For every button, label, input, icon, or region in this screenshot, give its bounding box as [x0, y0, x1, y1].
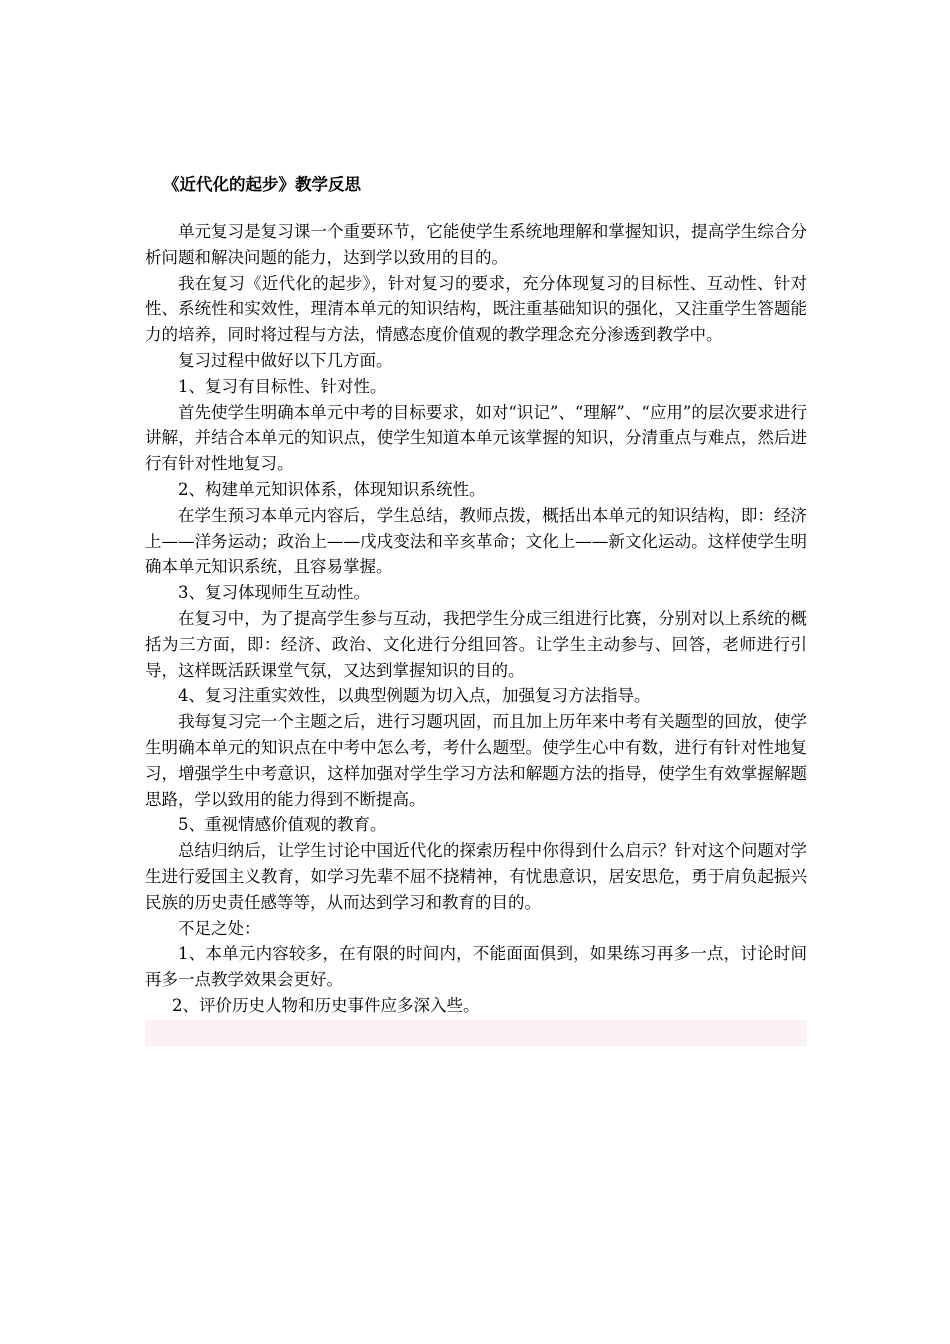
document-body [145, 172, 807, 1019]
paragraph-11: 我每复习完一个主题之后，进行习题巩固，而且加上历年来中考有关题型的回放，使学生明确本单元的知识点在中考中怎么考，考什么题型。使学生心中有数，进行有针对性地复习，增强学生中考意识，这样加强对学生学习方法和解题方法的指导，使学生有效掌握解题思路，学以致用的能力得到不断提高。 [145, 712, 807, 809]
paragraph-3: 复习过程中做好以下几方面。 [178, 350, 393, 370]
section-heading-4: 4、复习注重实效性，以典型例题为切入点，加强复习方法指导。 [178, 686, 651, 706]
section-heading-1: 1、复习有目标性、针对性。 [178, 376, 387, 396]
title-spacer [145, 198, 807, 219]
paragraph-9: 在复习中，为了提高学生参与互动，我把学生分成三组进行比赛，分别对以上系统的概括为三方面，即：经济、政治、文化进行分组回答。让学生主动参与、回答，老师进行引导，这样既活跃课堂气氛，又达到掌握知识的目的。 [145, 608, 807, 680]
paragraph-7: 在学生预习本单元内容后，学生总结，教师点拨，概括出本单元的知识结构，即：经济上——洋务运动；政治上——戊戌变法和辛亥革命；文化上——新文化运动。这样使学生明确本单元知识系统，且容易掌握。 [145, 505, 807, 577]
shortcoming-1: 1、本单元内容较多，在有限的时间内，不能面面俱到，如果练习再多一点，讨论时间再多一点教学效果会更好。 [145, 944, 807, 990]
paragraph-13: 总结归纳后，让学生讨论中国近代化的探索历程中你得到什么启示？针对这个问题对学生进行爱国主义教育，如学习先辈不屈不挠精神，有忧患意识，居安思危，勇于肩负起振兴民族的历史责任感等等，从而达到学习和教育的目的。 [145, 841, 807, 912]
paragraph-2: 我在复习《近代化的起步》，针对复习的要求，充分体现复习的目标性、互动性、针对性、系统性和实效性，理清本单元的知识结构，既注重基础知识的强化，又注重学生答题能力的培养，同时将过程与方法，情感态度价值观的教学理念充分渗透到教学中。 [145, 273, 807, 345]
paragraph-5: 首先使学生明确本单元中考的目标要求，如对“识记”、“理解”、“应用”的层次要求进行讲解，并结合本单元的知识点，使学生知道本单元该掌握的知识，分清重点与难点，然后进行有针对性地复习。 [145, 402, 807, 474]
paragraph-1: 单元复习是复习课一个重要环节，它能使学生系统地理解和掌握知识，提高学生综合分析问题和解决问题的能力，达到学以致用的目的。 [145, 222, 807, 267]
document-title: 《近代化的起步》教学反思 [163, 175, 361, 194]
shortcoming-2: 2、评价历史人物和历史事件应多深入些。 [172, 995, 480, 1015]
shortcomings-heading: 不足之处： [178, 918, 261, 938]
section-heading-3: 3、复习体现师生互动性。 [178, 583, 370, 603]
section-heading-2: 2、构建单元知识体系，体现知识系统性。 [178, 479, 486, 499]
section-heading-5: 5、重视情感价值观的教育。 [178, 815, 387, 835]
highlight-bar [145, 1020, 807, 1046]
